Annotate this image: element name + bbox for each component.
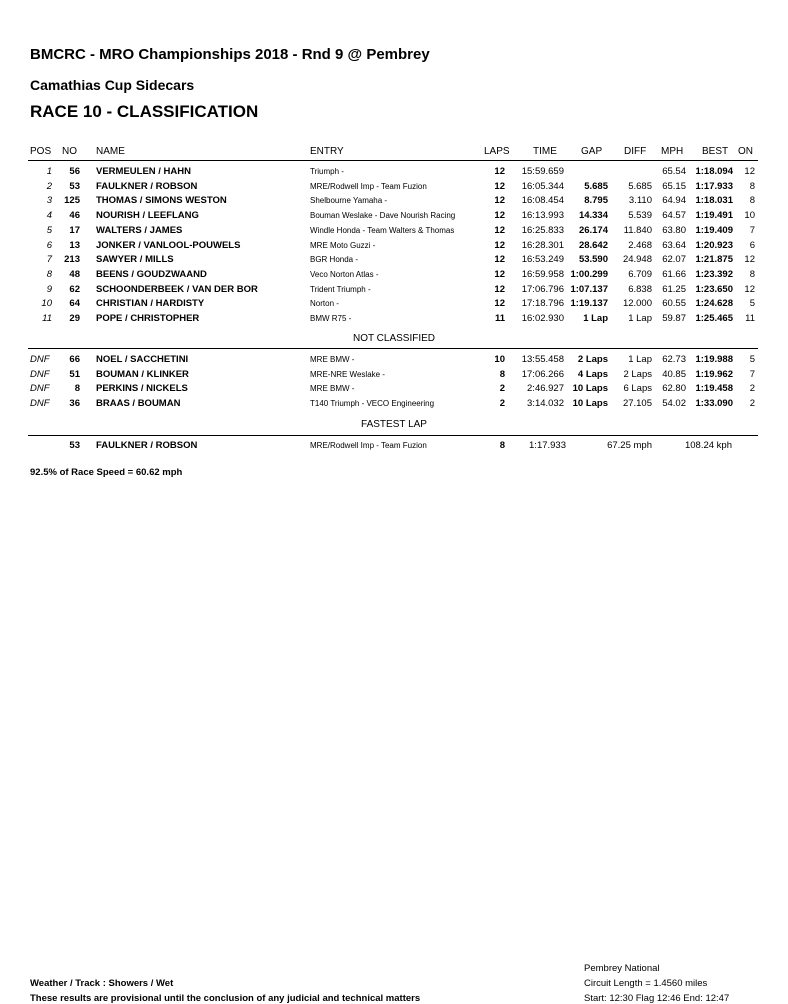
dnf-pos: DNF [30, 383, 50, 395]
classified-diff: 1 Lap [628, 313, 652, 324]
dnf-row [0, 398, 788, 412]
col-diff: DIFF [624, 146, 647, 157]
classified-on: 8 [749, 195, 755, 207]
dnf-time: 3:14.032 [527, 398, 564, 410]
classified-mph: 63.64 [662, 239, 686, 251]
classified-gap: 1:07.137 [570, 283, 608, 295]
fastest-lap-lap: 8 [499, 440, 505, 451]
classified-name: NOURISH / LEEFLANG [96, 210, 199, 222]
classified-pos: 5 [46, 224, 52, 236]
classified-best: 1:21.875 [695, 254, 733, 266]
classified-mph: 63.80 [662, 224, 686, 236]
classified-entry: Bouman Weslake - Dave Nourish Racing [310, 211, 456, 221]
dnf-gap: 10 Laps [572, 398, 608, 410]
classified-best: 1:18.094 [695, 166, 733, 177]
classified-mph: 59.87 [662, 313, 686, 324]
dnf-entry: T140 Triumph - VECO Engineering [310, 399, 435, 409]
provisional-notice: These results are provisional until the conclusion of any judicial and technical matters [30, 993, 421, 1004]
dnf-gap: 2 Laps [577, 354, 608, 365]
col-no: NO [62, 146, 77, 157]
race-speed-note: 92.5% of Race Speed = 60.62 mph [30, 467, 183, 478]
classified-laps: 12 [494, 239, 505, 251]
classified-no: 62 [69, 283, 80, 295]
classified-diff: 6.709 [628, 268, 652, 280]
dnf-gap: 10 Laps [572, 383, 608, 395]
classified-laps: 12 [494, 166, 505, 177]
classified-laps: 12 [494, 268, 505, 280]
weather-track: Weather / Track : Showers / Wet [30, 978, 174, 989]
classified-entry: BGR Honda - [310, 255, 359, 265]
classified-best: 1:18.031 [695, 195, 733, 207]
classified-gap: 26.174 [578, 224, 608, 236]
classified-row [0, 181, 788, 195]
classified-mph: 65.15 [662, 180, 686, 192]
classified-row [0, 240, 788, 254]
classified-no: 53 [69, 180, 80, 192]
classified-row [0, 269, 788, 283]
col-name: NAME [96, 146, 125, 157]
dnf-diff: 2 Laps [623, 368, 652, 380]
classified-time: 16:05.344 [521, 180, 564, 192]
classified-name: POPE / CHRISTOPHER [96, 313, 200, 324]
classified-mph: 64.94 [662, 195, 686, 207]
classified-gap: 53.590 [578, 254, 608, 266]
classified-on: 12 [744, 283, 755, 295]
classified-entry: Norton - [310, 299, 339, 309]
cup-title: Camathias Cup Sidecars [30, 77, 195, 93]
classified-name: CHRISTIAN / HARDISTY [96, 298, 205, 310]
classified-laps: 12 [494, 298, 505, 310]
classified-entry: MRE/Rodwell Imp - Team Fuzion [310, 181, 427, 191]
classified-time: 17:18.796 [521, 298, 564, 310]
classified-pos: 8 [46, 268, 52, 280]
dnf-on: 7 [749, 368, 755, 380]
classified-gap: 5.685 [584, 180, 608, 192]
classified-best: 1:23.650 [695, 283, 733, 295]
dnf-diff: 1 Lap [628, 354, 652, 365]
col-time: TIME [533, 146, 557, 157]
classified-on: 12 [744, 254, 755, 266]
dnf-row [0, 369, 788, 383]
dnf-entry: MRE BMW - [310, 355, 355, 364]
classified-on: 8 [749, 180, 755, 192]
fastest-lap-mph: 67.25 mph [607, 440, 652, 451]
classified-time: 16:13.993 [521, 210, 564, 222]
dnf-mph: 62.73 [662, 354, 686, 365]
classified-entry: Trident Triumph - [310, 284, 371, 294]
col-mph: MPH [661, 146, 684, 157]
classified-mph: 65.54 [662, 166, 686, 177]
fastest-lap-entry: MRE/Rodwell Imp - Team Fuzion [310, 441, 427, 450]
dnf-diff: 27.105 [622, 398, 652, 410]
col-entry: ENTRY [310, 146, 344, 157]
classified-time: 16:28.301 [521, 239, 564, 251]
dnf-on: 2 [749, 383, 755, 395]
classified-gap: 1:00.299 [570, 268, 608, 280]
classified-row [0, 166, 788, 180]
classified-best: 1:19.491 [695, 210, 733, 222]
dnf-no: 8 [74, 383, 80, 395]
dnf-name: BOUMAN / KLINKER [96, 368, 189, 380]
classified-row [0, 298, 788, 312]
classified-gap: 8.795 [584, 195, 608, 207]
classified-laps: 12 [494, 180, 505, 192]
classified-row [0, 225, 788, 239]
dnf-best: 1:19.962 [695, 368, 733, 380]
classified-entry: Triumph - [310, 167, 344, 176]
classified-best: 1:24.628 [695, 298, 733, 310]
classified-no: 64 [69, 298, 80, 310]
dnf-pos: DNF [30, 368, 50, 380]
classified-on: 6 [749, 239, 755, 251]
classified-best: 1:19.409 [695, 224, 733, 236]
dnf-time: 17:06.266 [521, 368, 564, 380]
classified-no: 125 [64, 195, 80, 207]
classified-name: SAWYER / MILLS [96, 254, 174, 266]
dnf-no: 36 [69, 398, 80, 410]
classified-entry: BMW R75 - [310, 314, 352, 323]
classified-name: THOMAS / SIMONS WESTON [96, 195, 227, 207]
not-classified-divider [28, 348, 758, 349]
classified-diff: 11.840 [623, 224, 652, 236]
classified-pos: 11 [42, 313, 52, 324]
championship-title: BMCRC - MRO Championships 2018 - Rnd 9 @ Pembrey [30, 46, 430, 63]
fastest-lap-time: 1:17.933 [529, 440, 566, 451]
dnf-laps: 8 [499, 368, 505, 380]
dnf-laps: 2 [499, 398, 505, 410]
classified-on: 7 [749, 224, 755, 236]
dnf-laps: 10 [494, 354, 505, 365]
dnf-entry: MRE BMW - [310, 384, 355, 394]
classified-entry: MRE Moto Guzzi - [310, 240, 376, 250]
dnf-name: NOEL / SACCHETINI [96, 354, 189, 365]
col-laps: LAPS [484, 146, 510, 157]
dnf-name: PERKINS / NICKELS [96, 383, 188, 395]
fastest-lap-label: FASTEST LAP [361, 419, 427, 430]
classified-diff: 3.110 [628, 195, 652, 207]
classified-on: 10 [744, 210, 755, 222]
classified-pos: 10 [41, 298, 52, 310]
classified-laps: 12 [494, 254, 505, 266]
classified-no: 213 [64, 254, 80, 266]
header-divider [28, 160, 758, 161]
race-times: Start: 12:30 Flag 12:46 End: 12:47 [584, 993, 730, 1004]
classified-name: BEENS / GOUDZWAAND [96, 268, 207, 280]
classified-on: 12 [744, 166, 755, 177]
classified-on: 11 [745, 313, 755, 324]
classified-diff: 24.948 [622, 254, 652, 266]
classified-row [0, 254, 788, 268]
classified-row [0, 195, 788, 209]
fastest-lap-divider [28, 435, 758, 436]
classified-best: 1:20.923 [695, 239, 733, 251]
dnf-best: 1:19.988 [695, 354, 733, 365]
classified-pos: 6 [46, 239, 52, 251]
classified-name: WALTERS / JAMES [96, 224, 183, 236]
classified-pos: 4 [46, 210, 52, 222]
classified-row [0, 284, 788, 298]
classified-name: VERMEULEN / HAHN [96, 166, 192, 177]
classified-on: 8 [749, 268, 755, 280]
classified-mph: 61.25 [662, 283, 686, 295]
dnf-best: 1:19.458 [695, 383, 733, 395]
classified-pos: 2 [46, 180, 52, 192]
classified-entry: Shelbourne Yamaha - [310, 196, 388, 206]
dnf-gap: 4 Laps [577, 368, 608, 380]
dnf-pos: DNF [30, 398, 50, 410]
classified-no: 13 [69, 239, 80, 251]
classified-time: 16:08.454 [521, 195, 564, 207]
circuit-name: Pembrey National [584, 963, 660, 974]
classified-time: 15:59.659 [521, 166, 564, 177]
fastest-lap-name: FAULKNER / ROBSON [96, 440, 198, 451]
dnf-mph: 54.02 [662, 398, 686, 410]
dnf-row [0, 383, 788, 397]
dnf-mph: 62.80 [662, 383, 686, 395]
classified-pos: 7 [46, 254, 52, 266]
dnf-time: 2:46.927 [527, 383, 564, 395]
dnf-diff: 6 Laps [623, 383, 652, 395]
classified-row [0, 313, 788, 327]
fastest-lap-row [0, 440, 788, 454]
classified-gap: 14.334 [578, 210, 608, 222]
classified-mph: 60.55 [662, 298, 686, 310]
classified-pos: 9 [46, 283, 52, 295]
classified-time: 16:25.833 [521, 224, 564, 236]
dnf-no: 66 [69, 354, 80, 365]
classified-gap: 1 Lap [583, 313, 608, 324]
classified-laps: 12 [494, 224, 505, 236]
dnf-on: 5 [749, 354, 755, 365]
classified-mph: 62.07 [662, 254, 686, 266]
classified-laps: 12 [494, 195, 505, 207]
dnf-on: 2 [749, 398, 755, 410]
classified-pos: 1 [46, 166, 52, 177]
classified-no: 29 [69, 313, 80, 324]
classified-pos: 3 [46, 195, 52, 207]
classified-on: 5 [749, 298, 755, 310]
dnf-time: 13:55.458 [521, 354, 564, 365]
classified-diff: 2.468 [628, 239, 652, 251]
classified-mph: 61.66 [662, 268, 686, 280]
classified-diff: 6.838 [628, 283, 652, 295]
classified-time: 16:02.930 [521, 313, 564, 324]
classified-no: 48 [69, 268, 80, 280]
dnf-row [0, 354, 788, 368]
classified-entry: Veco Norton Atlas - [310, 269, 379, 279]
classified-no: 46 [69, 210, 80, 222]
not-classified-label: NOT CLASSIFIED [352, 333, 436, 344]
fastest-lap-kph: 108.24 kph [684, 440, 732, 451]
classified-gap: 1:19.137 [570, 298, 608, 310]
dnf-pos: DNF [30, 354, 50, 365]
classified-name: FAULKNER / ROBSON [96, 180, 198, 192]
col-best: BEST [702, 146, 729, 157]
classified-best: 1:17.933 [695, 180, 733, 192]
classified-laps: 12 [494, 283, 505, 295]
classified-no: 56 [69, 166, 80, 177]
classified-name: SCHOONDERBEEK / VAN DER BOR [96, 283, 258, 295]
classified-diff: 5.685 [628, 180, 652, 192]
col-pos: POS [30, 146, 52, 157]
classified-entry: Windle Honda - Team Walters & Thomas [310, 225, 455, 235]
classified-time: 17:06.796 [521, 283, 564, 295]
classified-mph: 64.57 [662, 210, 686, 222]
dnf-entry: MRE-NRE Weslake - [310, 369, 385, 379]
classified-time: 16:53.249 [521, 254, 564, 266]
classified-diff: 5.539 [628, 210, 652, 222]
classified-laps: 12 [494, 210, 505, 222]
col-gap: GAP [581, 146, 603, 157]
classified-no: 17 [69, 224, 80, 236]
race-title: RACE 10 - CLASSIFICATION [30, 102, 259, 121]
classified-best: 1:23.392 [695, 268, 733, 280]
classified-name: JONKER / VANLOOL-POUWELS [96, 239, 241, 251]
dnf-name: BRAAS / BOUMAN [96, 398, 181, 410]
dnf-no: 51 [69, 368, 80, 380]
col-on: ON [738, 146, 753, 157]
classified-best: 1:25.465 [695, 313, 733, 324]
classified-gap: 28.642 [578, 239, 608, 251]
classified-laps: 11 [494, 313, 505, 324]
dnf-mph: 40.85 [662, 368, 686, 380]
dnf-best: 1:33.090 [695, 398, 733, 410]
classified-time: 16:59.958 [521, 268, 564, 280]
fastest-lap-no: 53 [69, 440, 80, 451]
classified-diff: 12.000 [622, 298, 652, 310]
classified-row [0, 210, 788, 224]
circuit-length: Circuit Length = 1.4560 miles [584, 978, 708, 989]
dnf-laps: 2 [499, 383, 505, 395]
